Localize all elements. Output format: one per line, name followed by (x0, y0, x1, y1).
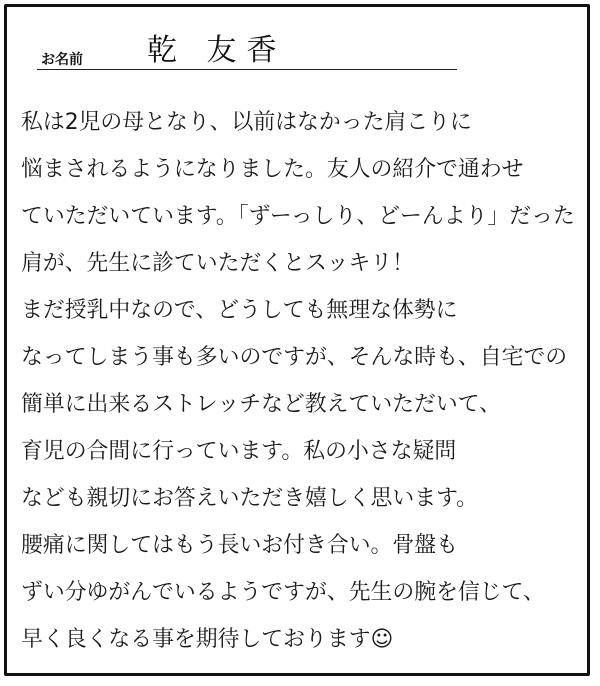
testimonial-line: 腰痛に関してはもう長いお付き合い。骨盤も (21, 533, 458, 558)
customer-name: 乾 友香 (147, 33, 287, 68)
name-underline (37, 69, 457, 70)
name-label: お名前 (41, 52, 83, 68)
testimonial-line: 肩が、先生に診ていただくとスッキリ！ (21, 251, 415, 276)
testimonial-line: ていただいています。「ずーっしり、どーんより」だった (21, 204, 575, 229)
testimonial-line: まだ授乳中なので、どうしても無理な体勢に (21, 298, 458, 323)
testimonial-line: 悩まされるようになりました。友人の紹介で通わせ (21, 157, 524, 182)
testimonial-line: 早く良くなる事を期待しております☺ (21, 627, 394, 652)
testimonial-line: 簡単に出来るストレッチなど教えていただいて、 (21, 392, 501, 417)
name-row (27, 23, 447, 79)
testimonial-line: ずい分ゆがんでいるようですが、先生の腕を信じて、 (21, 580, 545, 605)
testimonial-body (21, 99, 585, 663)
testimonial-line: 私は2児の母となり、以前はなかった肩こりに (21, 110, 472, 135)
testimonial-line: なってしまう事も多いのですが、そんな時も、自宅での (21, 345, 568, 370)
testimonial-line: 育児の合間に行っています。私の小さな疑問 (21, 439, 457, 464)
testimonial-card (4, 4, 590, 676)
testimonial-line: なども親切にお答えいただき嬉しく思います。 (21, 486, 479, 511)
